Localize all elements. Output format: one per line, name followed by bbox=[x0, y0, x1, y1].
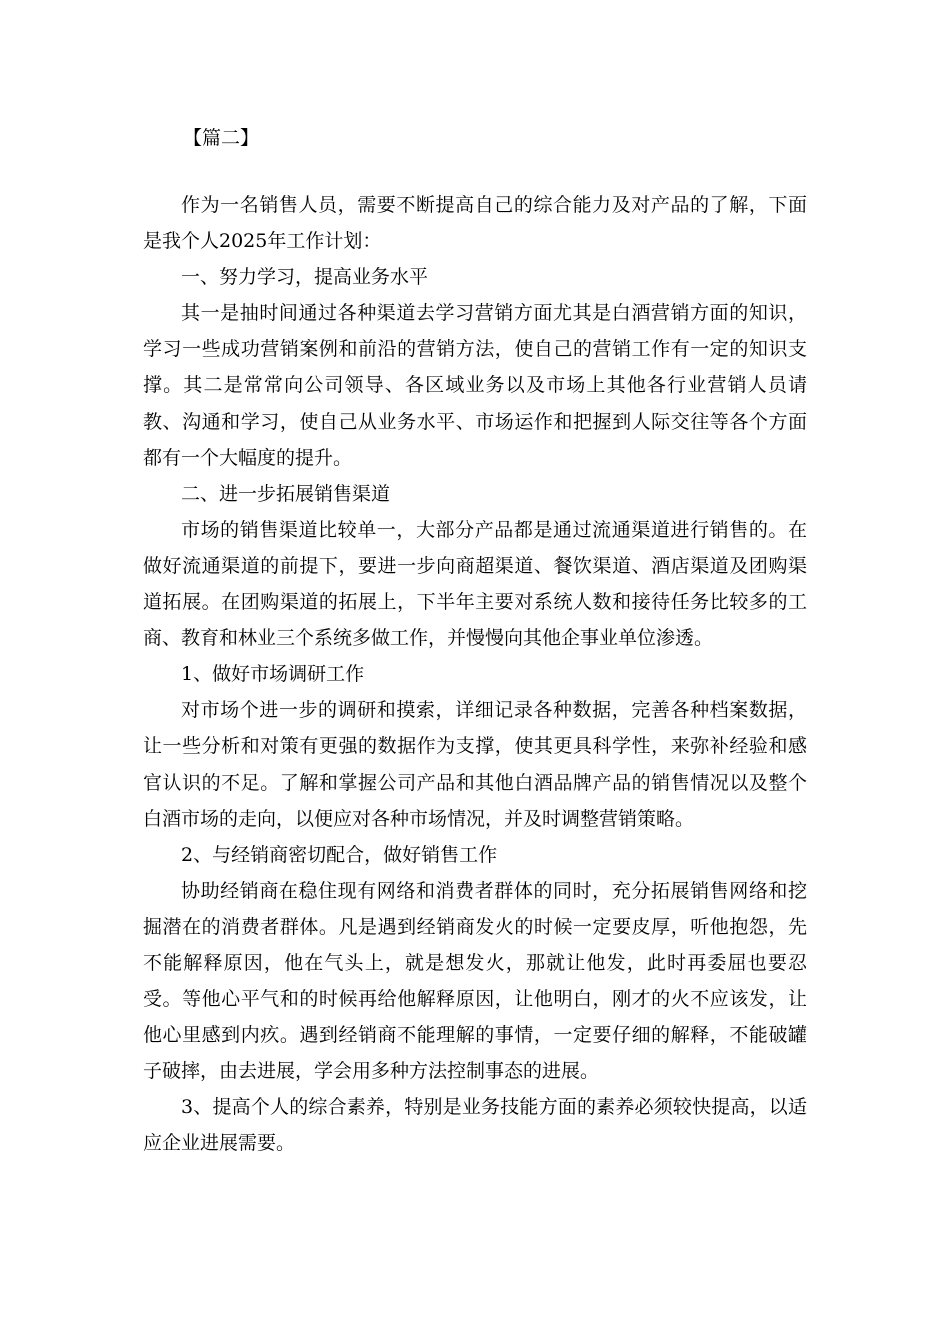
body-text bbox=[143, 187, 807, 1162]
intro-paragraph: 作为一名销售人员，需要不断提高自己的综合能力及对产品的了解，下面是我个人2025年工作计划： bbox=[143, 194, 807, 253]
subsection-title-1: 1、做好市场调研工作 bbox=[181, 663, 365, 686]
paragraph-study: 其一是抽时间通过各种渠道去学习营销方面尤其是白酒营销方面的知识，学习一些成功营销案例和前沿的营销方法，使自己的营销工作有一定的知识支撑。其二是常常向公司领导、各区域业务以及市场上其他各行业营销人员请教、沟通和学习，使自己从业务水平、市场运作和把握到人际交往等各个方面都有一个大幅度的提升。 bbox=[143, 302, 807, 469]
paragraph-research: 对市场个进一步的调研和摸索，详细记录各种数据，完善各种档案数据，让一些分析和对策有更强的数据作为支撑，使其更具科学性，来弥补经验和感官认识的不足。了解和掌握公司产品和其他白酒品牌产品的销售情况以及整个白酒市场的走向，以便应对各种市场情况，并及时调整营销策略。 bbox=[143, 699, 807, 830]
subsection-title-2: 2、与经销商密切配合，做好销售工作 bbox=[181, 843, 498, 866]
paragraph-dealers: 协助经销商在稳住现有网络和消费者群体的同时，充分拓展销售网络和挖掘潜在的消费者群体。凡是遇到经销商发火的时候一定要皮厚，听他抱怨，先不能解释原因，他在气头上，就是想发火，那就让他发，此时再委屈也要忍受。等他心平气和的时候再给他解释原因，让他明白，刚才的火不应该发，让他心里感到内疚。遇到经销商不能理解的事情，一定要仔细的解释，不能破罐子破摔，由去进展，学会用多种方法控制事态的进展。 bbox=[143, 879, 807, 1083]
section-title-2: 二、进一步拓展销售渠道 bbox=[181, 482, 391, 505]
paragraph-channels: 市场的销售渠道比较单一，大部分产品都是通过流通渠道进行销售的。在做好流通渠道的前提下，要进一步向商超渠道、餐饮渠道、酒店渠道及团购渠道拓展。在团购渠道的拓展上，下半年主要对系统人数和接待任务比较多的工商、教育和林业三个系统多做工作，并慢慢向其他企事业单位渗透。 bbox=[143, 518, 807, 650]
paragraph-quality: 3、提高个人的综合素养，特别是业务技能方面的素养必须较快提高，以适应企业进展需要。 bbox=[143, 1096, 807, 1155]
section-title-1: 一、努力学习，提高业务水平 bbox=[181, 266, 429, 289]
section-heading: 【篇二】 bbox=[183, 127, 260, 149]
